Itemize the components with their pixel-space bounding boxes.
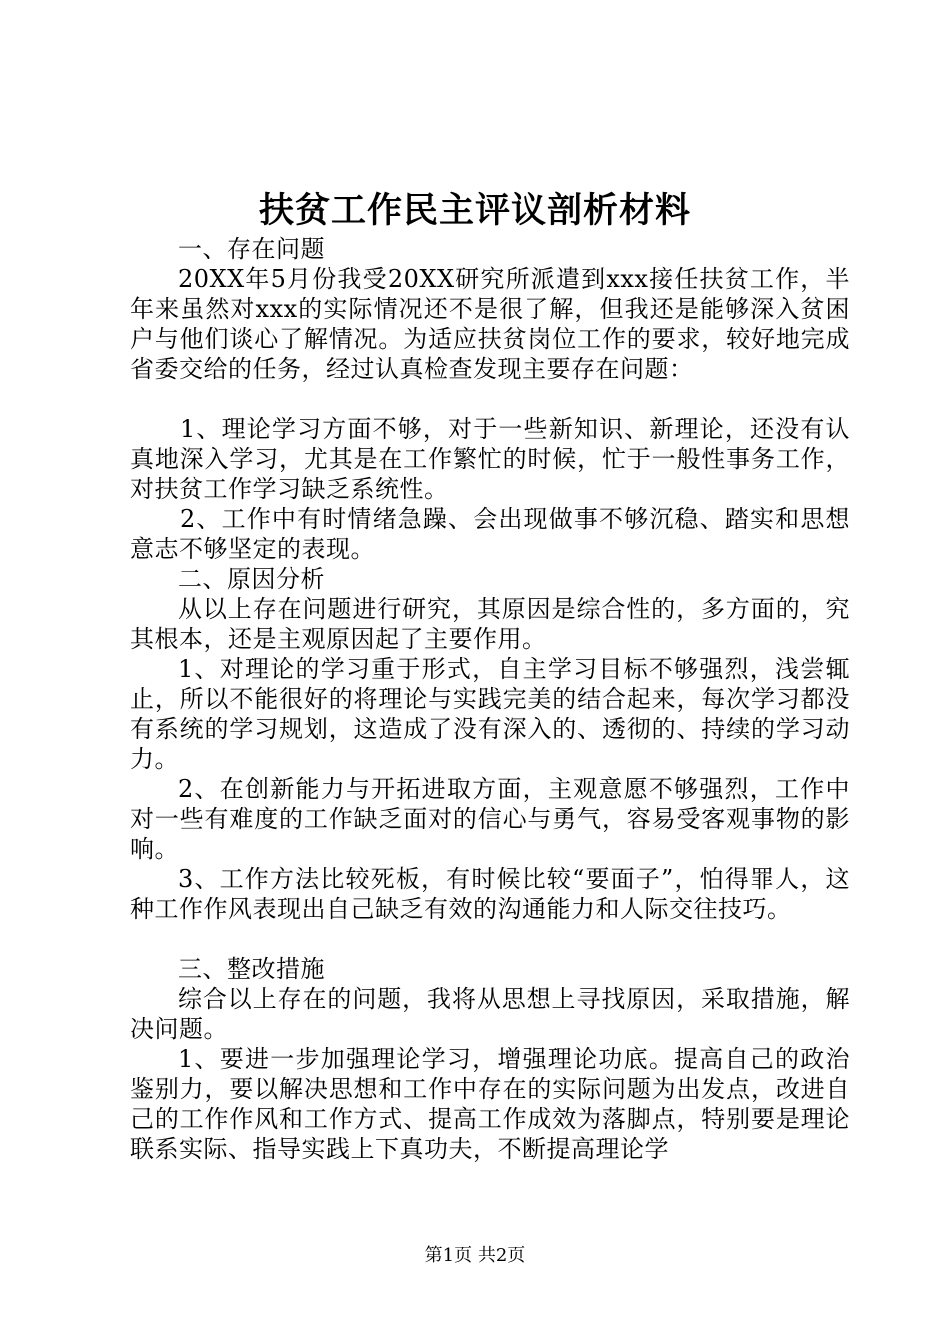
section-heading-causes: 二、原因分析 bbox=[178, 565, 325, 593]
paragraph-intro: 20XX年5月份我受20XX研究所派遣到xxx接任扶贫工作，半年来虽然对xxx的实际情况还不是很了解，但我还是能够深入贫困户与他们谈心了解情况。为适应扶贫岗位工作的要求，较好地完成省委交给的任务，经过认真检查发现主要存在问题： bbox=[130, 265, 850, 383]
cause-item-3: 3、工作方法比较死板，有时候比较“要面子”，怕得罪人，这种工作作风表现出自己缺乏有效的沟通能力和人际交往技巧。 bbox=[130, 865, 850, 923]
problem-item-2: 2、工作中有时情绪急躁、会出现做事不够沉稳、踏实和思想意志不够坚定的表现。 bbox=[130, 505, 850, 563]
section-heading-problems: 一、存在问题 bbox=[178, 235, 325, 263]
cause-item-2: 2、在创新能力与开拓进取方面，主观意愿不够强烈，工作中对一些有难度的工作缺乏面对的信心与勇气，容易受客观事物的影响。 bbox=[130, 775, 850, 863]
document-body bbox=[130, 234, 850, 1164]
problem-item-1: 1、理论学习方面不够，对于一些新知识、新理论，还没有认真地深入学习，尤其是在工作繁忙的时候，忙于一般性事务工作，对扶贫工作学习缺乏系统性。 bbox=[130, 415, 850, 503]
paragraph-measures-intro: 综合以上存在的问题，我将从思想上寻找原因，采取措施，解决问题。 bbox=[130, 985, 850, 1043]
cause-item-1: 1、对理论的学习重于形式，自主学习目标不够强烈，浅尝辄止，所以不能很好的将理论与实践完美的结合起来，每次学习都没有系统的学习规划，这造成了没有深入的、透彻的、持续的学习动力。 bbox=[130, 655, 850, 773]
page-number: 第1页 共2页 bbox=[424, 1245, 526, 1266]
section-heading-measures: 三、整改措施 bbox=[178, 955, 325, 983]
paragraph-causes-intro: 从以上存在问题进行研究，其原因是综合性的，多方面的，究其根本，还是主观原因起了主要作用。 bbox=[130, 595, 850, 653]
document-title: 扶贫工作民主评议剖析材料 bbox=[258, 190, 691, 231]
measure-item-1: 1、要进一步加强理论学习，增强理论功底。提高自己的政治鉴别力，要以解决思想和工作中存在的实际问题为出发点，改进自己的工作作风和工作方式、提高工作成效为落脚点，特别要是理论联系实际、指导实践上下真功夫，不断提高理论学 bbox=[130, 1045, 850, 1163]
